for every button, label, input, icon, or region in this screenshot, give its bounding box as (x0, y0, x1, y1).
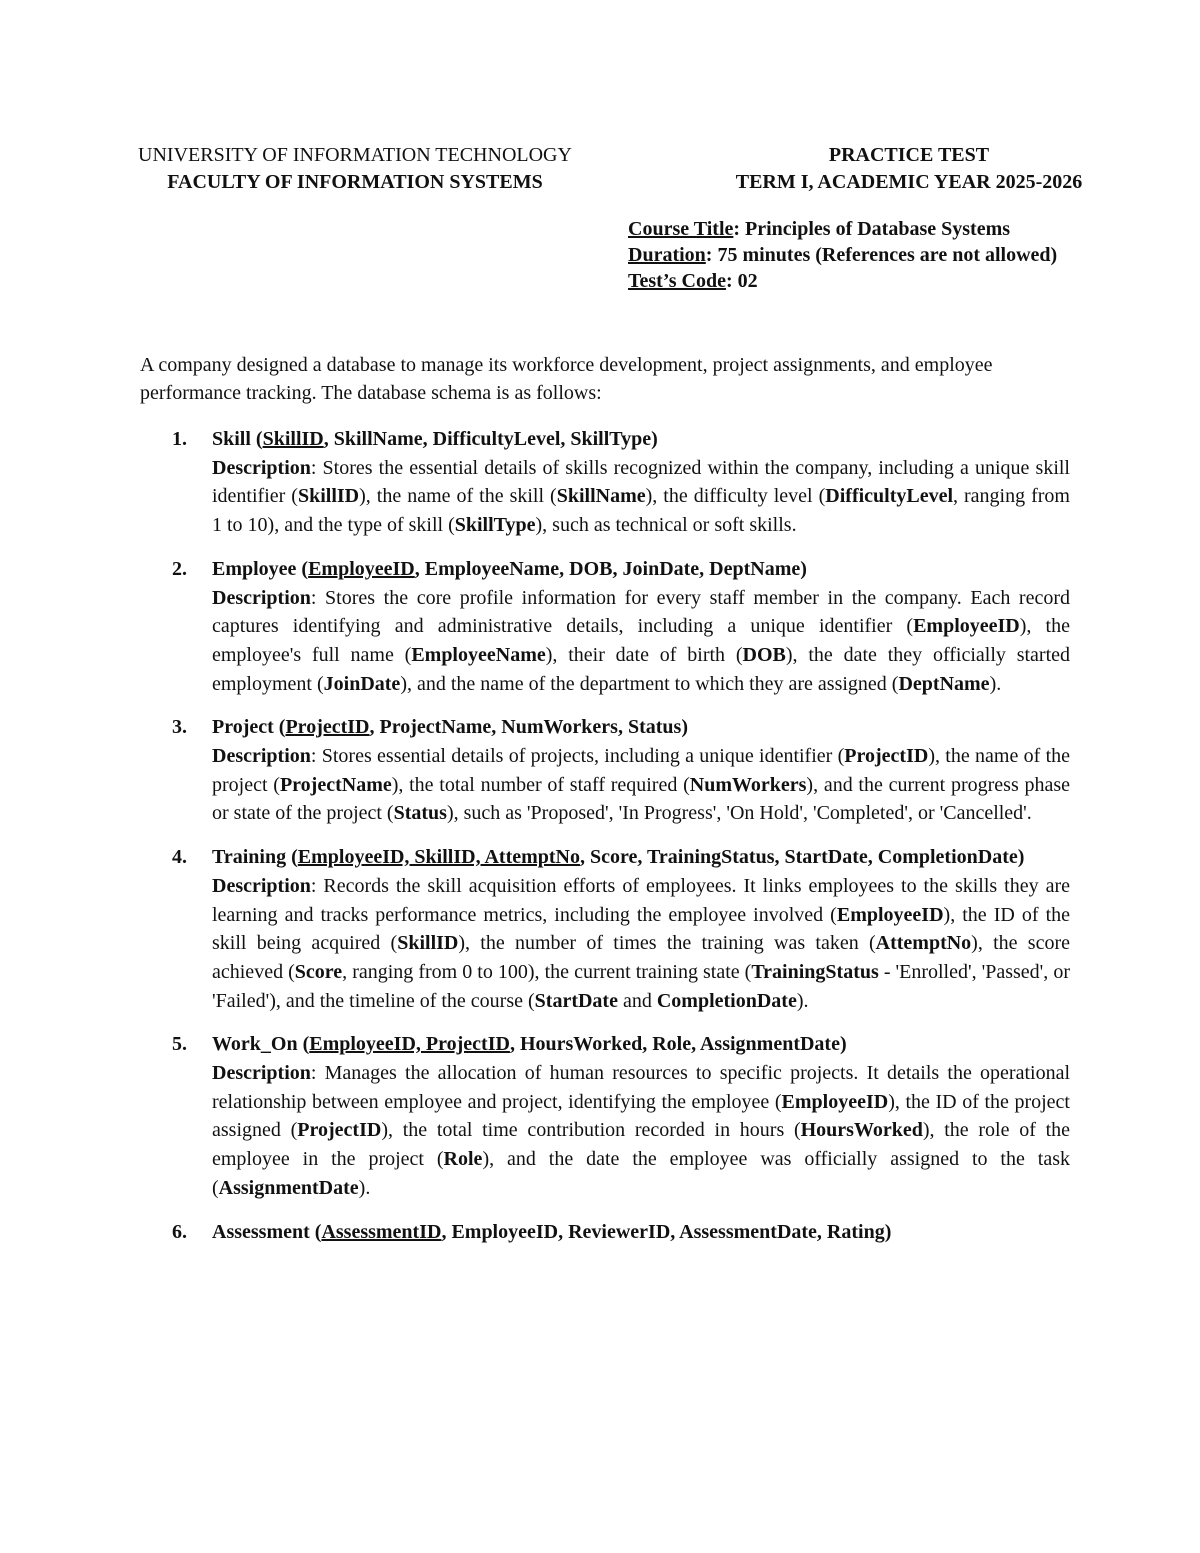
primary-key: EmployeeID, SkillID, AttemptNo (297, 846, 580, 869)
item-number: 4. (172, 846, 187, 869)
relation-schema: Work_On (EmployeeID, ProjectID, HoursWorked, Role, AssignmentDate) (212, 1033, 847, 1056)
item-number: 5. (172, 1033, 187, 1056)
item-number: 1. (172, 428, 187, 450)
relation-schema: Assessment (AssessmentID, EmployeeID, ReviewerID, AssessmentDate, Rating) (212, 1220, 892, 1243)
duration-line (628, 242, 1057, 268)
list-item (140, 843, 1070, 1015)
duration-label: Duration (628, 244, 706, 266)
list-item (140, 1218, 1070, 1247)
intro-paragraph: A company designed a database to manage its workforce development, project assignments, and employee performance tracking. The database schema is as follows: (140, 354, 993, 404)
course-title-label: Course Title (628, 218, 734, 240)
primary-key: EmployeeID (308, 557, 415, 580)
test-code-label: Test’s Code (628, 270, 726, 292)
relation-description: Description: Stores the essential details of skills recognized within the company, including a unique skill identifier (SkillID), the name of the skill (SkillName), the difficulty level (DifficultyLevel, ranging from 1 to 10), and the type of skill (SkillType), such as technical or soft skills. (212, 456, 1070, 537)
list-item (140, 555, 1070, 699)
primary-key: ProjectID (285, 716, 370, 739)
relation-description: Description: Stores essential details of projects, including a unique identifier (ProjectID), the name of the project (ProjectName), the total number of staff required (NumWorkers), and the current progress phase or state of the project (Status), such as 'Proposed', 'In Progress', 'On Hold', 'Completed', or 'Cancelled'. (212, 745, 1071, 825)
term-info: TERM I, ACADEMIC YEAR 2025-2026 (735, 171, 1083, 193)
course-info (628, 216, 1057, 294)
test-code-value: : 02 (725, 270, 758, 292)
relation-description: Description: Stores the core profile information for every staff member in the company. Each record captures identifying and administrative details, including a unique identifier (EmployeeID), the employee's full name (EmployeeName), their date of birth (DOB), the date they officially started employment (JoinDate), and the name of the department to which they are assigned (DeptName). (212, 586, 1071, 695)
schema-list (140, 425, 1070, 1261)
item-number: 3. (172, 716, 187, 739)
primary-key: EmployeeID, ProjectID (309, 1033, 510, 1056)
course-title-line (628, 216, 1057, 242)
course-title-value: : Principles of Database Systems (733, 218, 1011, 240)
test-type: PRACTICE TEST (828, 144, 990, 166)
primary-key: AssessmentID (321, 1220, 442, 1243)
relation-schema: Employee (EmployeeID, EmployeeName, DOB, JoinDate, DeptName) (212, 557, 807, 580)
duration-value: : 75 minutes (References are not allowed) (705, 244, 1058, 266)
relation-schema: Project (ProjectID, ProjectName, NumWorkers, Status) (212, 716, 688, 739)
relation-description: Description: Manages the allocation of human resources to specific projects. It details the operational relationship between employee and project, identifying the employee (EmployeeID), the ID of the project assigned (ProjectID), the total time contribution recorded in hours (HoursWorked), the role of the employee in the project (Role), and the date the employee was officially assigned to the task (AssignmentDate). (212, 1062, 1071, 1199)
list-item (140, 713, 1070, 828)
list-item (140, 425, 1070, 540)
primary-key: SkillID (262, 428, 324, 450)
relation-schema: Skill (SkillID, SkillName, DifficultyLevel, SkillType) (212, 428, 658, 450)
item-number: 2. (172, 557, 187, 580)
faculty-name: FACULTY OF INFORMATION SYSTEMS (167, 171, 543, 193)
header-institution (115, 142, 595, 196)
list-item (140, 1030, 1070, 1202)
university-name: UNIVERSITY OF INFORMATION TECHNOLOGY (138, 144, 572, 166)
test-code-line (628, 268, 1057, 294)
relation-description: Description: Records the skill acquisition efforts of employees. It links employees to the skills they are learning and tracks performance metrics, including the employee involved (EmployeeID), the ID of the skill being acquired (SkillID), the number of times the training was taken (AttemptNo), the score achieved (Score, ranging from 0 to 100), the current training state (TrainingStatus - 'Enrolled', 'Passed', or 'Failed'), and the timeline of the course (StartDate and CompletionDate). (212, 874, 1071, 1012)
item-number: 6. (172, 1220, 187, 1243)
relation-schema: Training (EmployeeID, SkillID, AttemptNo, Score, TrainingStatus, StartDate, CompletionDate) (212, 846, 1025, 869)
header-test (700, 142, 1118, 196)
